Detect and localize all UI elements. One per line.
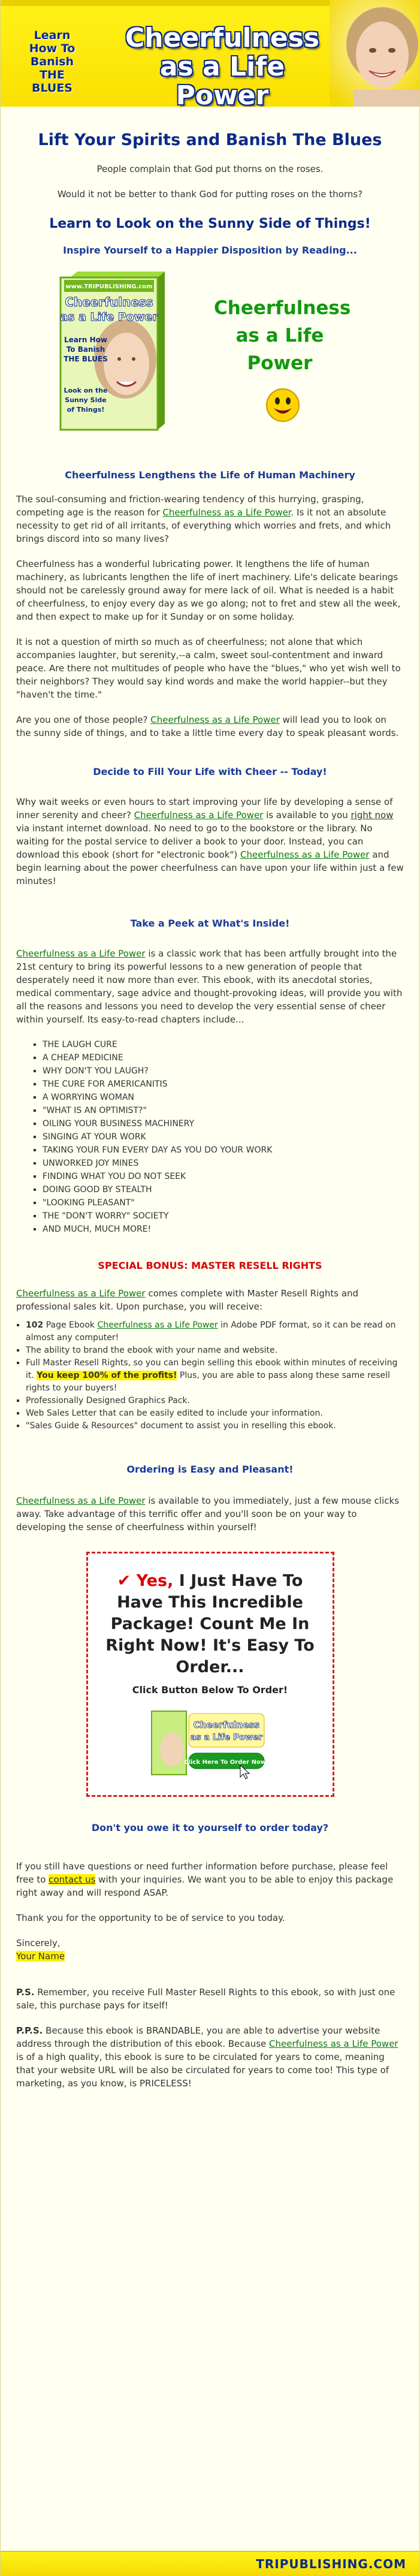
- chapter-item: ▪ THE LAUGH CURE: [43, 1038, 404, 1051]
- chapter-item: ▪ TAKING YOUR FUN EVERY DAY AS YOU DO YOUR WORK: [43, 1144, 404, 1157]
- svg-text:of Things!: of Things!: [67, 406, 105, 414]
- chapter-item: ▪ A WORRYING WOMAN: [43, 1091, 404, 1104]
- svg-text:Cheerfulness: Cheerfulness: [193, 1720, 259, 1730]
- ebook-link[interactable]: Cheerfulness as a Life Power: [150, 714, 280, 725]
- header-title: Cheerfulness as a Life Power: [125, 23, 320, 107]
- svg-text:Learn How: Learn How: [64, 336, 107, 344]
- chapter-list: [43, 1038, 404, 1236]
- svg-text:THE BLUES: THE BLUES: [64, 355, 108, 363]
- sunny-side-headline: Learn to Look on the Sunny Side of Things!: [49, 216, 371, 231]
- chapter-item: ▪ OILING YOUR BUSINESS MACHINERY: [43, 1117, 404, 1130]
- bonus-item: ▪ Professionally Designed Graphics Pack.: [26, 1395, 404, 1407]
- section1-paragraph-3: It is not a question of mirth so much as of cheerfulness; not alone that which accompanies laughter, but serenity,--a calm, sweet soul-contentment and inward peace. Are there not multitudes of people who have the "blues," who yet wish well to their neighbors? They would say kind words and make the world happier--but they "haven't the time.": [16, 637, 401, 700]
- closing-paragraph-2: Thank you for the opportunity to be of service to you today.: [16, 1913, 285, 1923]
- order-button-label: Click Here To Order Now!: [183, 1759, 269, 1766]
- ebook-link[interactable]: Cheerfulness as a Life Power: [240, 849, 370, 860]
- chapter-item: ▪ "LOOKING PLEASANT": [43, 1196, 404, 1209]
- svg-text:as a Life Power: as a Life Power: [60, 310, 158, 324]
- header-tagline: Learn How To Banish THE BLUES: [29, 29, 75, 95]
- chapter-item: ▪ "WHAT IS AN OPTIMIST?": [43, 1104, 404, 1117]
- ebook-link[interactable]: Cheerfulness as a Life Power: [134, 810, 264, 821]
- order-now-button[interactable]: [150, 1708, 270, 1779]
- svg-text:Cheerfulness: Cheerfulness: [65, 295, 153, 309]
- ebook-link[interactable]: Cheerfulness as a Life Power: [162, 507, 291, 518]
- section-life-machinery-title: Cheerfulness Lengthens the Life of Human Machinery: [65, 469, 355, 481]
- chapter-item: ▪ SINGING AT YOUR WORK: [43, 1130, 404, 1144]
- svg-text:To Banish: To Banish: [66, 345, 105, 354]
- bonus-item: ▪ 102 Page Ebook Cheerfulness as a Life Power in Adobe PDF format, so it can be read on almost any computer!: [26, 1319, 404, 1344]
- svg-text:Look on the: Look on the: [64, 387, 108, 394]
- order-sub: Click Button Below To Order!: [132, 1684, 288, 1696]
- intro-line-1: People complain that God put thorns on the roses.: [96, 164, 324, 174]
- smiley-face-icon: [265, 388, 300, 423]
- section-decide-title: Decide to Fill Your Life with Cheer -- Today!: [93, 766, 327, 777]
- bonus-list: [26, 1319, 404, 1432]
- order-lead: ✔ Yes, I Just Have To Have This Incredible Package! Count Me In Right Now! It's Easy To Order...: [105, 1571, 315, 1676]
- svg-text:as a Life Power: as a Life Power: [190, 1733, 262, 1742]
- chapter-item: ▪ THE CURE FOR AMERICANITIS: [43, 1078, 404, 1091]
- chapter-item: ▪ DOING GOOD BY STEALTH: [43, 1183, 404, 1196]
- section2-paragraph: Why wait weeks or even hours to start improving your life by developing a sense of inner serenity and cheer? Cheerfulness as a Life Power is available to you right now via instant internet download. No need to go to the bookstore or the library. No waiting for the postal service to deliver a book to your door. Instead, you can download this ebook (short for "electronic book") Cheerfulness as a Life Power and begin learning about the power cheerfulness can have upon your life within just a few minutes!: [16, 797, 404, 886]
- right-now-link[interactable]: right now: [350, 810, 394, 821]
- section1-paragraph-4: Are you one of those people? Cheerfulness as a Life Power will lead you to look on the sunny side of things, and to take a little time every day to speak pleasant words.: [16, 714, 399, 738]
- signature-block: Sincerely, Your Name: [16, 1938, 65, 1962]
- chapter-item: ▪ WHY DON'T YOU LAUGH?: [43, 1064, 404, 1078]
- chapter-item: ▪ FINDING WHAT YOU DO NOT SEEK: [43, 1170, 404, 1183]
- ebook-link[interactable]: Cheerfulness as a Life Power: [16, 1288, 146, 1299]
- cover-site-text: www.TRIPUBLISHING.com: [65, 283, 153, 290]
- bonus-item: ▪ Full Master Resell Rights, so you can begin selling this ebook within minutes of receiving it. You keep 100% of the profits! Plus, you are able to pass along these same resell rights to your buyers!: [26, 1357, 404, 1395]
- footer-bar: [1, 2551, 419, 2576]
- section3-paragraph: Cheerfulness as a Life Power is a classic work that has been artfully brought into the 21st century to bring its powerful lessons to a new generation of people that desperately need it now more than ever. This ebook, with its anecdotal stories, medical commentary, sage advice and thought-provoking ideas, will provide you with all the reasons and lessons you need to develop the very essential sense of cheer within yourself. Its easy-to-read chapters include...: [16, 948, 403, 1025]
- ordering-paragraph: Cheerfulness as a Life Power is available to you immediately, just a few mouse clicks away. Take advantage of this terrific offer and you'll soon be on your way to developing the sense of cheerfulness within yourself!: [16, 1495, 400, 1533]
- profit-highlight: You keep 100% of the profits!: [37, 1371, 177, 1380]
- footer-brand-link[interactable]: TRIPUBLISHING.COM: [256, 2557, 406, 2571]
- chapter-item: ▪ UNWORKED JOY MINES: [43, 1157, 404, 1170]
- ebook-link[interactable]: Cheerfulness as a Life Power: [97, 1320, 218, 1330]
- ps-paragraph: P.S. Remember, you receive Full Master Resell Rights to this ebook, so with just one sale, this purchase pays for itself!: [16, 1987, 395, 2011]
- chapter-item: ▪ AND MUCH, MUCH MORE!: [43, 1223, 404, 1236]
- ebook-link[interactable]: Cheerfulness as a Life Power: [269, 2038, 398, 2049]
- main-headline: Lift Your Spirits and Banish The Blues: [38, 131, 382, 149]
- section-peek-inside-title: Take a Peek at What's Inside!: [130, 918, 290, 929]
- section1-paragraph-1: The soul-consuming and friction-wearing tendency of this hurrying, grasping, competing age is the reason for Cheerfulness as a Life Power. Is it not an absolute necessity to get rid of all irritants, of everything which worries and frets, and which brings discord into so many lives?: [16, 494, 391, 544]
- chapter-item: ▪ THE "DON'T WORRY" SOCIETY: [43, 1209, 404, 1223]
- book-showcase: [16, 266, 404, 445]
- intro-line-2: Would it not be better to thank God for putting roses on the thorns?: [57, 189, 363, 200]
- bonus-item: ▪ Web Sales Letter that can be easily edited to include your information.: [26, 1407, 404, 1420]
- closing-title: Don't you owe it to yourself to order today?: [91, 1822, 329, 1833]
- ebook-link[interactable]: Cheerfulness as a Life Power: [16, 1495, 146, 1506]
- ordering-title: Ordering is Easy and Pleasant!: [126, 1464, 294, 1475]
- order-box: [86, 1552, 334, 1797]
- ebook-link[interactable]: Cheerfulness as a Life Power: [16, 948, 146, 959]
- smiling-woman-photo: [330, 0, 419, 107]
- bonus-item: ▪ The ability to brand the ebook with your name and website.: [26, 1344, 404, 1357]
- pps-paragraph: P.P.S. Because this ebook is BRANDABLE, you are able to advertise your website address through the distribution of this ebook. Because Cheerfulness as a Life Power is of a high quality, this ebook is sure to be circulated for years to come, meaning that your website URL will be also be circulated for years to come too! This type of marketing, as you know, is PRICELESS!: [16, 2025, 398, 2089]
- chapter-item: ▪ A CHEAP MEDICINE: [43, 1051, 404, 1064]
- ebook-cover-image: [59, 269, 167, 431]
- inspire-subheadline: Inspire Yourself to a Happier Disposition by Reading...: [63, 245, 357, 256]
- signature-name: Your Name: [16, 1951, 65, 1962]
- bonus-title: SPECIAL BONUS: MASTER RESELL RIGHTS: [98, 1260, 322, 1271]
- header-banner: [1, 0, 419, 107]
- section1-paragraph-2: Cheerfulness has a wonderful lubricating power. It lengthens the life of human machinery, as lubricants lengthen the life of inert machinery. Life's delicate bearings should not be carelessly ground away for mere lack of oil. What is needed is a habit of cheerfulness, to enjoy every day as we go along; not to fret and stew all the week, and then expect to make up for it Sunday or on some holiday.: [16, 559, 401, 622]
- closing-paragraph-1: If you still have questions or need further information before purchase, please feel free to contact us with your inquiries. We want you to be able to enjoy this package right away and will respond ASAP.: [16, 1861, 394, 1898]
- contact-us-link[interactable]: contact us: [49, 1874, 96, 1885]
- bonus-intro: Cheerfulness as a Life Power comes complete with Master Resell Rights and professional sales kit. Upon purchase, you will receive:: [16, 1288, 359, 1312]
- svg-text:Sunny Side: Sunny Side: [65, 396, 107, 404]
- book-caption: Cheerfulness as a Life Power: [214, 297, 351, 374]
- bonus-item: ▪ "Sales Guide & Resources" document to assist you in reselling this ebook.: [26, 1420, 404, 1432]
